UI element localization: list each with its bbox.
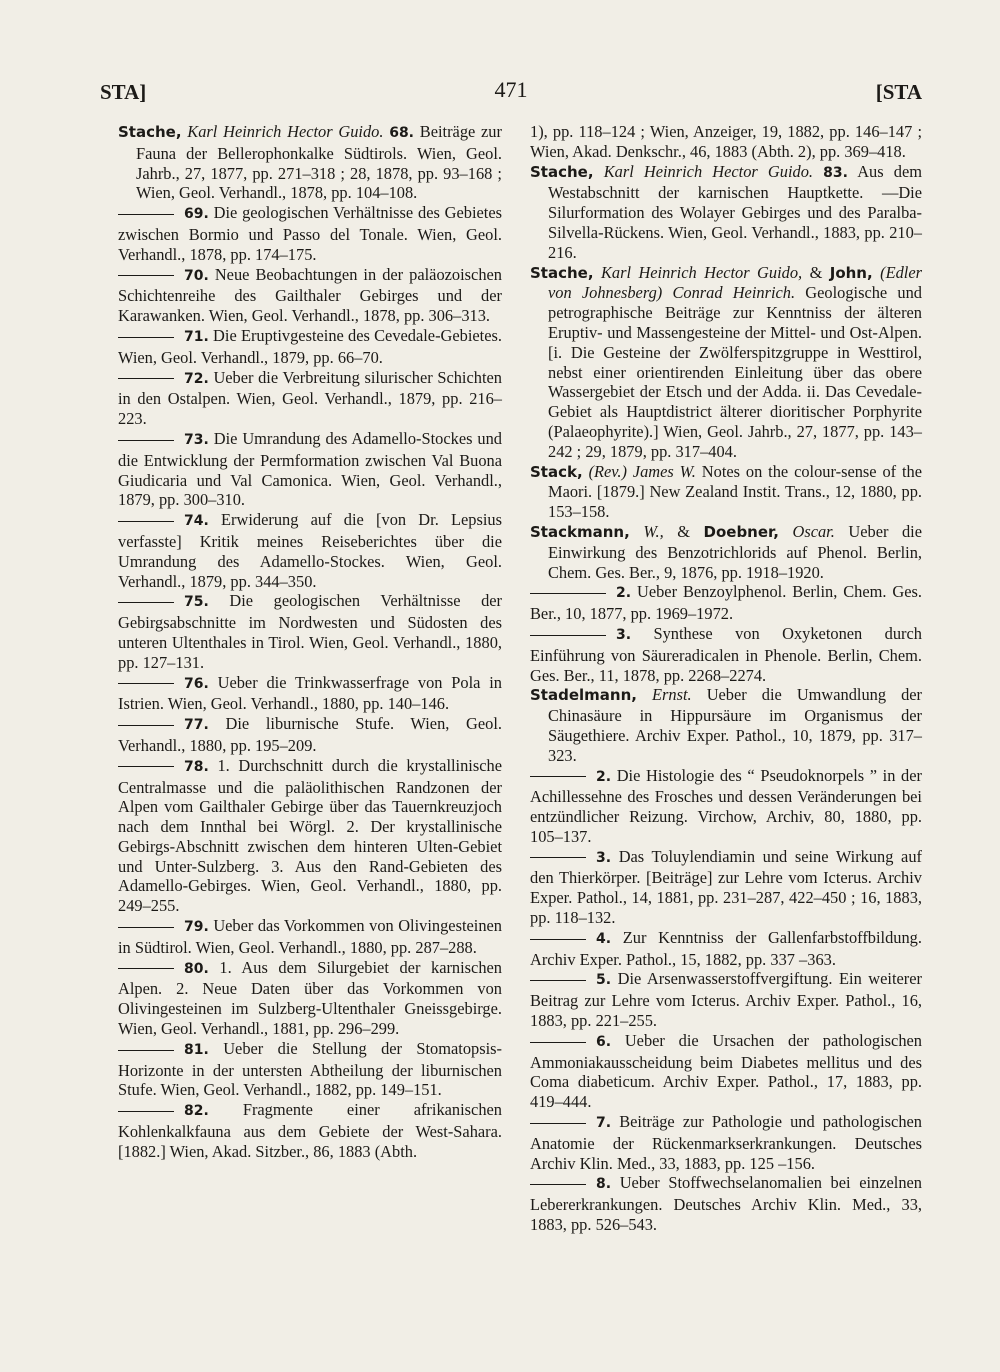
entry-number: 75.	[184, 594, 209, 611]
entry-text: Neue Beobachtungen in der paläozoischen Schichtenreihe des Gailthaler Gebirges und der Karawanken. Wien, Geol. Verhandl., 1878, pp. 306–313.	[118, 264, 502, 326]
bibliography-entry	[530, 462, 922, 522]
entry-number: 77.	[184, 717, 209, 734]
entry-text: Erwiderung auf die [von Dr. Lepsius verfasste] Kritik meines Reiseberichtes über die Umrandung des Adamello-Stockes. Wien, Geol. Verhandl., 1879, pp. 344–350.	[118, 510, 502, 591]
ditto-rule	[530, 593, 606, 594]
bibliography-entry	[118, 916, 502, 958]
entry-number: 69.	[184, 206, 209, 223]
author-given-names: Ernst.	[652, 685, 692, 705]
ditto-rule	[118, 1111, 174, 1112]
bibliography-entry	[118, 958, 502, 1039]
bibliography-entry	[530, 582, 922, 624]
ditto-rule	[530, 1123, 586, 1124]
author-given-names: Karl Heinrich Hector Guido,	[600, 262, 803, 282]
ditto-rule	[118, 214, 174, 215]
ditto-rule	[118, 378, 174, 379]
ampersand: &	[809, 262, 823, 282]
entry-number: 5.	[596, 972, 612, 989]
entry-text: Ueber die Verbreitung silurischer Schichten in den Ostalpen. Wien, Geol. Verhandl., 1879, pp. 216–223.	[118, 367, 502, 429]
entry-text: Synthese von Oxyketonen durch Einführung von Säureradicalen in Phenole. Berlin, Chem. Ges. Ber., 11, 1878, pp. 2268–2274.	[530, 623, 922, 685]
entry-text: Die Umrandung des Adamello-Stockes und die Entwicklung der Permformation zwischen Val Buona Giudicaria und Val Camonica. Wien, Geol. Verhandl., 1879, pp. 300–310.	[118, 428, 502, 510]
bibliography-entry	[118, 1039, 502, 1100]
bibliography-entry	[118, 714, 502, 756]
bibliography-entry	[530, 1031, 922, 1112]
bibliography-entry	[530, 969, 922, 1030]
ditto-rule	[118, 440, 174, 441]
entry-number: 79.	[184, 919, 209, 936]
bibliography-entry	[530, 122, 922, 162]
bibliography-entry	[118, 756, 502, 916]
coauthor-given-names: Oscar.	[792, 521, 835, 541]
entry-text: Ueber die Einwirkung des Benzotrichlorids auf Phenol. Berlin, Chem. Ges. Ber., 9, 1876, pp. 1918–1920.	[548, 521, 922, 582]
entry-number: 3.	[616, 626, 632, 643]
entry-text: Die geologischen Verhältnisse der Gebirgsabschnitte im Nordwesten und Südosten des unteren Ultenthales in Tirol. Wien, Geol. Verhandl., 1880, pp. 127–131.	[118, 591, 502, 672]
ditto-rule	[118, 968, 174, 969]
entry-number: 6.	[596, 1033, 612, 1050]
bibliography-entry	[118, 368, 502, 429]
ditto-rule	[530, 857, 586, 858]
entry-number: 81.	[184, 1041, 209, 1058]
entry-number: 70.	[184, 267, 209, 284]
ditto-rule	[530, 1042, 586, 1043]
bibliography-entry	[118, 1100, 502, 1161]
entry-text: Die Histologie des “ Pseudoknorpels ” in der Achillessehne des Frosches und dessen Veränderungen bei entzündlicher Reizung. Virchow, Archiv, 80, 1880, pp. 105–137.	[530, 765, 922, 846]
entry-text: Aus dem Westabschnitt der karnischen Hauptkette. —Die Silurformation des Wolayer Gebirges und des Paralba-Silvella-Rückens. Wien, Geol. Verhandl., 1883, pp. 210–216.	[548, 161, 922, 262]
entry-text: Ueber die Ursachen der pathologischen Ammoniakausscheidung beim Diabetes mellitus und des Coma diabeticum. Archiv Exper. Pathol., 17, 1883, pp. 419–444.	[530, 1030, 922, 1112]
entry-number: 7.	[596, 1115, 612, 1132]
ditto-rule	[118, 683, 174, 684]
header-left: STA]	[100, 80, 147, 104]
entry-number: 72.	[184, 370, 209, 387]
entry-text: Beiträge zur Fauna der Bellerophonkalke Südtirols. Wien, Geol. Jahrb., 27, 1877, pp. 271–318 ; 28, 1878, pp. 93–168 ; Wien, Geol. Verhandl., 1878, pp. 104–108.	[136, 122, 502, 203]
running-header	[100, 77, 922, 112]
bibliography-entry	[118, 203, 502, 264]
entry-text: Die liburnische Stufe. Wien, Geol. Verhandl., 1880, pp. 195–209.	[118, 714, 502, 755]
entry-number: 3.	[596, 849, 612, 866]
entry-text: Die Eruptivgesteine des Cevedale-Gebietes. Wien, Geol. Verhandl., 1879, pp. 66–70.	[118, 325, 502, 367]
entry-number: 4.	[596, 930, 612, 947]
entry-number: 8.	[596, 1176, 612, 1193]
ditto-rule	[118, 1050, 174, 1051]
ditto-rule	[118, 725, 174, 726]
ditto-rule	[118, 275, 174, 276]
author-given-names: W.,	[643, 521, 664, 541]
page-number: 471	[494, 77, 528, 102]
author-name: Stache,	[530, 263, 594, 282]
bibliography-entry	[530, 624, 922, 685]
bibliography-entry	[530, 766, 922, 847]
right-column	[530, 122, 922, 1235]
entry-number: 2.	[616, 585, 632, 602]
entry-text: Beiträge zur Pathologie und pathologischen Anatomie der Rückenmarkserkrankungen. Deutsches Archiv Klin. Med., 33, 1883, pp. 125 –156.	[530, 1112, 923, 1173]
author-name: Stack,	[530, 462, 583, 481]
author-name: Stadelmann,	[530, 686, 637, 705]
author-given-names: (Rev.) James W.	[588, 461, 696, 481]
entry-number: 2.	[596, 768, 612, 785]
entry-text: Ueber das Vorkommen von Olivingesteinen in Südtirol. Wien, Geol. Verhandl., 1880, pp. 287–288.	[118, 916, 502, 957]
bibliography-entry	[530, 263, 922, 462]
entry-text: Ueber die Stellung der Stomatopsis-Horizonte in der untersten Abtheilung der liburnischen Stufe. Wien, Geol. Verhandl., 1882, pp. 149–151.	[118, 1038, 502, 1100]
coauthor-name: Doebner,	[703, 522, 779, 541]
entry-text: Die geologischen Verhältnisse des Gebietes zwischen Bormio und Passo del Tonale. Wien, Geol. Verhandl., 1878, pp. 174–175.	[118, 203, 502, 264]
ditto-rule	[118, 927, 174, 928]
entry-text: Die Arsenwasserstoffvergiftung. Ein weiterer Beitrag zur Lehre vom Icterus. Archiv Exper. Pathol., 16, 1883, pp. 221–255.	[530, 969, 922, 1031]
entry-text: 1), pp. 118–124 ; Wien, Anzeiger, 19, 1882, pp. 146–147 ; Wien, Akad. Denkschr., 46, 1883 (Abth. 2), pp. 369–418.	[530, 122, 922, 161]
entry-text: Ueber Benzoylphenol. Berlin, Chem. Ges. Ber., 10, 1877, pp. 1969–1972.	[530, 582, 922, 624]
ampersand: &	[677, 521, 690, 541]
bibliography-entry	[118, 326, 502, 368]
author-given-names: Karl Heinrich Hector Guido.	[187, 122, 384, 141]
entry-text: Zur Kenntniss der Gallenfarbstoffbildung. Archiv Exper. Pathol., 15, 1882, pp. 337 –363.	[530, 927, 922, 969]
author-given-names: Karl Heinrich Hector Guido.	[603, 161, 814, 181]
ditto-rule	[530, 776, 586, 777]
ditto-rule	[118, 602, 174, 603]
bibliography-entry	[118, 122, 502, 203]
entry-text: 1. Aus dem Silurgebiet der karnischen Alpen. 2. Neue Daten über das Vorkommen von Olivingesteinen im Sulzberg-Ultenthaler Gneissgebirge. Wien, Geol. Verhandl., 1881, pp. 296–299.	[118, 957, 502, 1039]
author-name: Stache,	[530, 162, 594, 181]
entry-text: Ueber die Trinkwasserfrage von Pola in Istrien. Wien, Geol. Verhandl., 1880, pp. 140–146.	[118, 672, 502, 714]
entry-text: Geologische und petrographische Beiträge zur Kenntniss der älteren Eruptiv- und Massengesteine der Mittel- und Ost-Alpen. [i. Die Gesteine der Zwölferspitzgruppe in Westtirol, nebst einer orientirenden Einleitung über das obere Wassergebiet der Etsch und der Adda. ii. Das Cevedale-Gebiet als Hauptdistrict älterer dioritischer Porphyrite (Palaeophyrite).] Wien, Geol. Jahrb., 27, 1877, pp. 143–242 ; 29, 1879, pp. 317–404.	[548, 283, 922, 461]
bibliography-entry	[118, 265, 502, 326]
entry-text: Notes on the colour-sense of the Maori. [1879.] New Zealand Instit. Trans., 12, 1880, pp. 153–158.	[548, 461, 923, 522]
entry-number: 83.	[823, 164, 848, 181]
bibliography-entry	[118, 673, 502, 715]
bibliography-entry	[530, 928, 922, 970]
bibliography-entry	[530, 522, 922, 582]
entry-number: 71.	[184, 328, 209, 345]
entry-number: 76.	[184, 675, 209, 692]
ditto-rule	[530, 635, 606, 636]
bibliography-entry	[530, 162, 922, 263]
left-column	[118, 122, 502, 1162]
ditto-rule	[118, 337, 174, 338]
entry-text: Das Toluylendiamin und seine Wirkung auf den Thierkörper. [Beiträge] zur Lehre vom Icterus. Archiv Exper. Pathol., 14, 1881, pp. 231–287, 422–450 ; 16, 1883, pp. 118–132.	[530, 846, 922, 928]
entry-number: 78.	[184, 758, 209, 775]
entry-text: Fragmente einer afrikanischen Kohlenkalkfauna aus dem Gebiete der West-Sahara. [1882.] Wien, Akad. Sitzber., 86, 1883 (Abth.	[118, 1100, 502, 1161]
bibliography-entry	[118, 591, 502, 672]
entry-text: 1. Durchschnitt durch die krystallinische Centralmasse und die paläolithischen Randzonen der Alpen vom Gailthaler Gebirge über das Tauernkreuzjoch nach dem Innthal bei Wörgl. 2. Der krystallinische Gebirgs-Abschnitt zwischen dem hinteren Ulten-Gebiet und Unter-Sulzberg. 3. Aus den Rand-Gebieten des Adamello-Gebirges. Wien, Geol. Verhandl., 1880, pp. 249–255.	[118, 755, 502, 916]
ditto-rule	[118, 766, 174, 767]
entry-text: Ueber Stoffwechselanomalien bei einzelnen Lebererkrankungen. Deutsches Archiv Klin. Med., 33, 1883, pp. 526–543.	[530, 1173, 922, 1235]
author-name: Stache,	[118, 123, 182, 141]
bibliography-entry	[530, 847, 922, 928]
ditto-rule	[530, 939, 586, 940]
bibliography-entry	[530, 685, 922, 765]
author-name: Stackmann,	[530, 522, 630, 541]
header-right: [STA	[875, 80, 922, 104]
entry-number: 73.	[184, 431, 209, 448]
ditto-rule	[118, 521, 174, 522]
entry-number: 82.	[184, 1103, 209, 1120]
bibliography-entry	[530, 1112, 922, 1173]
bibliography-entry	[530, 1173, 922, 1234]
ditto-rule	[530, 980, 586, 981]
coauthor-name: John,	[829, 263, 873, 282]
coauthor-given-names: (Edler von Johnesberg) Conrad Heinrich.	[548, 262, 922, 303]
entry-number: 80.	[184, 960, 209, 977]
entry-text: Ueber die Umwandlung der Chinasäure in Hippursäure im Organismus der Säugethiere. Archiv Exper. Pathol., 10, 1879, pp. 317–323.	[548, 685, 923, 765]
entry-number: 68.	[389, 125, 415, 141]
bibliography-entry	[118, 429, 502, 510]
entry-number: 74.	[184, 513, 209, 530]
ditto-rule	[530, 1184, 586, 1185]
bibliography-entry	[118, 510, 502, 591]
